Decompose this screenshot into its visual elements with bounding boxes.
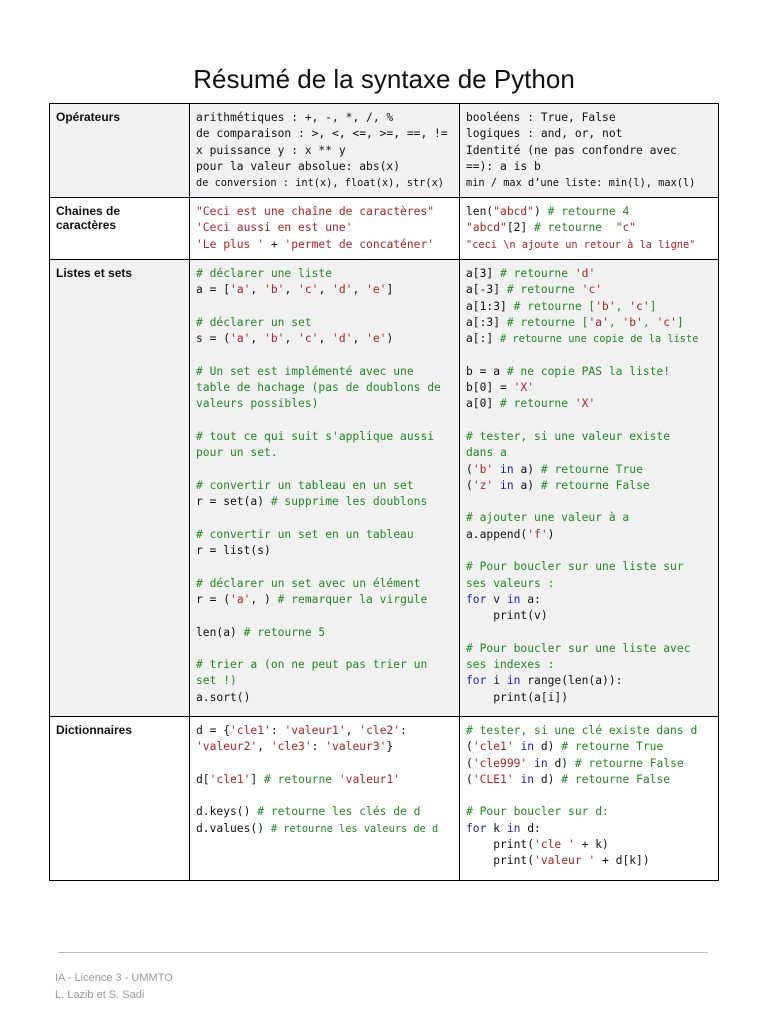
- code-line: [466, 462, 712, 478]
- code-line: [196, 543, 453, 559]
- code-token: :: [270, 724, 285, 737]
- code-token: len(a): [196, 625, 244, 639]
- code-token: a[3]: [466, 267, 501, 280]
- code-token: s = (: [196, 332, 231, 346]
- code-line: [196, 804, 453, 820]
- code-token: 'Ceci aussi en est une': [196, 221, 353, 235]
- code-token: r = (: [196, 592, 231, 606]
- code-line: [466, 143, 712, 159]
- code-line: [466, 576, 712, 592]
- code-token: # retourne: [506, 283, 582, 297]
- code-token: ,: [284, 283, 299, 297]
- code-token: a): [513, 478, 541, 492]
- code-line: [466, 543, 712, 559]
- code-token: de conversion : int(x), float(x), str(x): [196, 177, 444, 190]
- code-cell: [460, 104, 719, 198]
- code-token: # retourne [: [506, 315, 589, 329]
- code-token: in: [534, 756, 548, 770]
- code-line: [466, 690, 712, 706]
- code-token: # Pour boucler sur d:: [466, 805, 609, 819]
- code-token: ): [534, 205, 548, 218]
- code-token: a[:]: [466, 332, 501, 346]
- code-token: ses valeurs :: [466, 576, 555, 590]
- code-token: 'X': [513, 381, 535, 395]
- code-token: a[1:3]: [466, 299, 514, 313]
- code-line: [196, 559, 453, 575]
- code-token: # retourne: [534, 221, 616, 235]
- code-token: 'd': [332, 332, 353, 346]
- code-line: [466, 772, 712, 788]
- code-cell: [460, 198, 719, 260]
- code-token: a.append(: [466, 527, 528, 541]
- code-token: booléens : True, False: [466, 111, 616, 124]
- code-token: b = a: [466, 364, 507, 378]
- code-line: [466, 821, 712, 837]
- code-token: # Pour boucler sur une liste avec: [466, 641, 691, 655]
- code-line: [466, 673, 712, 689]
- code-token: 'valeur ': [534, 854, 596, 868]
- code-token: in: [520, 740, 535, 754]
- code-token: # déclarer un set: [196, 315, 312, 329]
- code-token: + k): [574, 838, 609, 852]
- code-token: # retourne False: [540, 478, 650, 492]
- code-token: # déclarer une liste: [196, 267, 333, 280]
- code-line: [196, 576, 453, 592]
- code-line: [196, 413, 453, 429]
- code-token: 'c': [581, 283, 603, 297]
- code-token: # retourne: [500, 397, 575, 411]
- code-line: [196, 723, 453, 739]
- code-line: [196, 641, 453, 657]
- code-token: 'cle1': [230, 724, 271, 737]
- code-token: r = set(a): [196, 495, 271, 509]
- code-token: # tout ce qui suit s'applique aussi: [196, 429, 435, 443]
- code-token: a:: [520, 592, 541, 606]
- code-token: "abcd": [466, 221, 507, 235]
- code-token: 'a': [230, 592, 251, 606]
- code-token: range(len(a)):: [520, 674, 623, 688]
- code-line: [466, 608, 712, 624]
- code-token: "ceci \n ajoute un retour à la ligne": [466, 238, 696, 251]
- row-category: Opérateurs: [50, 104, 190, 198]
- code-line: [196, 429, 453, 445]
- code-token: # trier a (on ne peut pas trier un: [196, 658, 428, 672]
- code-token: print(a[i]): [466, 690, 569, 704]
- code-token: a[:3]: [466, 315, 507, 329]
- code-line: [466, 175, 712, 191]
- code-token: 'permet de concaténer': [284, 237, 435, 251]
- code-token: 'a': [230, 332, 251, 346]
- code-line: [196, 657, 453, 673]
- code-token: 'b': [622, 315, 643, 329]
- code-token: }: [386, 740, 394, 754]
- code-line: [466, 380, 712, 396]
- code-token: set !): [196, 674, 237, 688]
- code-line: [466, 756, 712, 772]
- code-token: a[0]: [466, 397, 501, 411]
- code-token: # retourne True: [561, 740, 664, 754]
- code-token: print(: [466, 854, 535, 868]
- code-token: ,: [615, 299, 630, 313]
- code-token: d): [547, 756, 575, 770]
- code-token: ses indexes :: [466, 658, 555, 672]
- code-line: [196, 266, 453, 282]
- code-line: [466, 723, 712, 739]
- code-cell: [460, 717, 719, 881]
- footer-divider: [58, 952, 708, 953]
- code-token: 'Le plus ': [196, 237, 265, 251]
- code-token: # retourne les clés de d: [257, 805, 421, 819]
- code-token: ,: [318, 332, 333, 346]
- code-line: [196, 592, 453, 608]
- footer-authors: L. Lazib et S. Sadi: [55, 989, 145, 1001]
- code-token: # retourne False: [574, 756, 684, 770]
- code-token: 'c': [298, 332, 319, 346]
- code-token: 'e': [366, 332, 387, 346]
- code-token: # convertir un set en un tableau: [196, 527, 414, 541]
- code-token: [493, 479, 500, 492]
- code-line: [466, 804, 712, 820]
- code-token: in: [506, 821, 521, 835]
- code-token: dans a: [466, 446, 507, 460]
- code-token: 'cle999': [472, 756, 528, 770]
- code-line: [466, 126, 712, 142]
- code-token: # retourne: [500, 267, 575, 280]
- code-token: # Un set est implémenté avec une: [196, 364, 414, 378]
- code-token: ]: [250, 772, 265, 786]
- code-line: [466, 625, 712, 641]
- code-token: ,: [284, 332, 299, 346]
- code-token: i: [486, 674, 507, 688]
- code-token: ,: [352, 283, 367, 297]
- code-token: in: [506, 592, 521, 606]
- code-token: 'valeur3': [325, 740, 387, 754]
- code-line: [466, 347, 712, 363]
- code-line: [466, 266, 712, 282]
- code-token: 'c': [298, 283, 319, 297]
- code-token: 'z': [472, 478, 494, 492]
- code-token: 'valeur1': [284, 724, 346, 737]
- code-token: 'valeur2': [196, 740, 258, 754]
- code-token: ]: [386, 283, 394, 297]
- code-line: [196, 299, 453, 315]
- code-line: [466, 282, 712, 298]
- code-line: [196, 126, 453, 142]
- code-line: [466, 413, 712, 429]
- code-token: ]: [649, 299, 657, 313]
- code-line: [196, 625, 453, 641]
- code-line: [196, 478, 453, 494]
- code-token: "abcd": [493, 205, 535, 218]
- code-token: # retourne [: [513, 299, 596, 313]
- code-line: [196, 510, 453, 526]
- row-category: Chaines de caractères: [50, 198, 190, 260]
- code-token: 'X': [574, 397, 596, 411]
- code-token: x puissance y : x ** y: [196, 143, 346, 157]
- code-line: [196, 772, 453, 788]
- code-token: pour un set.: [196, 446, 278, 460]
- code-line: [196, 364, 453, 380]
- code-token: ,: [250, 332, 265, 346]
- code-token: # retourne: [264, 772, 339, 786]
- code-token: print(: [466, 838, 535, 852]
- code-line: [466, 220, 712, 236]
- code-cell: [190, 198, 460, 260]
- code-line: [466, 204, 712, 220]
- code-token: logiques : and, or, not: [466, 127, 623, 141]
- code-token: d:: [520, 821, 541, 835]
- code-token: in: [506, 674, 521, 688]
- code-line: [466, 159, 712, 175]
- code-line: [196, 527, 453, 543]
- code-token: 'b': [264, 283, 285, 297]
- code-token: a): [513, 462, 541, 476]
- code-token: ,: [257, 740, 271, 754]
- code-token: 'd': [332, 283, 353, 297]
- code-token: de comparaison : >, <, <=, >=, ==, !=: [196, 127, 448, 141]
- table-row: [50, 198, 719, 260]
- code-line: [196, 494, 453, 510]
- code-line: [196, 396, 453, 412]
- code-line: [466, 445, 712, 461]
- code-line: [196, 462, 453, 478]
- code-token: a = [: [196, 283, 231, 297]
- code-token: d.keys(): [196, 805, 258, 819]
- code-token: # déclarer un set avec un élément: [196, 576, 421, 590]
- code-token: , ): [250, 592, 278, 606]
- code-line: [196, 237, 453, 253]
- code-token: (: [466, 740, 473, 754]
- code-cell: [190, 260, 460, 717]
- code-line: [196, 347, 453, 363]
- code-token: Identité (ne pas confondre avec: [466, 143, 677, 157]
- code-line: [196, 445, 453, 461]
- code-token: # Pour boucler sur une liste sur: [466, 560, 684, 574]
- table-row: [50, 104, 719, 198]
- code-line: [466, 592, 712, 608]
- code-token: ,: [352, 332, 367, 346]
- code-line: [196, 673, 453, 689]
- code-line: [466, 657, 712, 673]
- code-line: [466, 396, 712, 412]
- footer-course: IA - Licence 3 - UMMTO: [55, 972, 173, 984]
- code-line: [196, 690, 453, 706]
- code-token: for: [466, 821, 487, 835]
- code-token: 'a': [230, 283, 251, 297]
- code-token: # retourne True: [540, 462, 643, 476]
- code-token: 'c': [629, 299, 650, 313]
- code-token: # retourne 4: [547, 205, 630, 218]
- code-token: (: [466, 756, 473, 770]
- code-token: in: [500, 462, 514, 476]
- table-row: [50, 717, 719, 881]
- code-line: [196, 204, 453, 220]
- code-token: 'cle3': [270, 740, 312, 754]
- code-token: ]: [676, 315, 684, 329]
- code-token: d[: [196, 772, 210, 786]
- code-token: 'b': [264, 332, 285, 346]
- code-token: 'cle2': [359, 724, 401, 737]
- code-token: 'f': [527, 527, 548, 541]
- code-token: # retourne False: [561, 772, 671, 786]
- code-token: for: [466, 674, 487, 688]
- code-token: pour la valeur absolue: abs(x): [196, 159, 401, 173]
- code-token: # retourne 5: [243, 625, 326, 639]
- syntax-table: [49, 103, 719, 881]
- code-token: 'valeur1': [338, 772, 401, 786]
- row-category: Listes et sets: [50, 260, 190, 717]
- code-token: # ajouter une valeur à a: [466, 511, 630, 525]
- code-token: [493, 463, 500, 476]
- code-token: ==): a is b: [466, 159, 541, 173]
- code-token: (: [466, 462, 473, 476]
- code-line: [196, 110, 453, 126]
- code-token: ,: [642, 315, 657, 329]
- code-token: :: [400, 724, 407, 737]
- code-line: [466, 478, 712, 494]
- code-line: [196, 175, 453, 191]
- code-line: [196, 788, 453, 804]
- code-token: + d[k]): [595, 854, 650, 868]
- code-token: :: [311, 740, 326, 754]
- code-token: 'c': [656, 315, 677, 329]
- code-token: # tester, si une clé existe dans d: [466, 724, 698, 737]
- code-token: k: [486, 821, 507, 835]
- code-token: print(v): [466, 609, 548, 623]
- code-cell: [460, 260, 719, 717]
- code-token: valeurs possibles): [196, 397, 319, 411]
- code-token: (: [466, 772, 473, 786]
- code-line: [196, 331, 453, 347]
- code-line: [196, 315, 453, 331]
- code-token: # remarquer la virgule: [277, 592, 428, 606]
- code-token: ): [386, 332, 394, 346]
- code-line: [466, 331, 712, 347]
- code-line: [466, 641, 712, 657]
- code-token: in: [520, 772, 535, 786]
- code-token: "Ceci est une chaîne de caractères": [196, 205, 435, 218]
- row-category: Dictionnaires: [50, 717, 190, 881]
- code-line: [466, 788, 712, 804]
- code-line: [466, 739, 712, 755]
- code-line: [196, 608, 453, 624]
- code-token: 'd': [574, 267, 596, 280]
- code-token: 'b': [595, 299, 616, 313]
- code-token: 'e': [366, 283, 387, 297]
- code-line: [466, 853, 712, 869]
- code-line: [466, 110, 712, 126]
- code-token: b[0] =: [466, 381, 514, 395]
- code-token: 'a': [588, 315, 609, 329]
- code-token: # retourne les valeurs de d: [270, 822, 439, 835]
- code-token: # supprime les doublons: [270, 495, 428, 509]
- code-line: [196, 143, 453, 159]
- code-line: [196, 220, 453, 236]
- code-token: 'cle1': [209, 772, 251, 786]
- code-line: [196, 756, 453, 772]
- code-token: +: [264, 237, 285, 251]
- code-token: 'cle ': [534, 838, 575, 852]
- code-token: 'CLE1': [472, 772, 514, 786]
- code-token: # retourne une copie de la liste: [500, 333, 699, 346]
- code-token: ,: [250, 283, 265, 297]
- code-line: [466, 527, 712, 543]
- code-token: d): [534, 772, 562, 786]
- code-token: d = {: [196, 724, 231, 737]
- code-token: 'b': [472, 462, 494, 476]
- code-token: # ne copie PAS la liste!: [506, 364, 671, 378]
- code-line: [466, 315, 712, 331]
- code-line: [466, 559, 712, 575]
- code-token: min / max d’une liste: min(l), max(l): [466, 177, 696, 190]
- code-token: arithmétiques : +, -, *, /, %: [196, 111, 394, 124]
- code-token: d): [534, 740, 562, 754]
- code-token: d.values(): [196, 821, 271, 835]
- code-token: ): [547, 527, 555, 541]
- code-token: r = list(s): [196, 544, 271, 558]
- code-line: [466, 510, 712, 526]
- code-line: [196, 821, 453, 837]
- code-token: len(: [466, 205, 494, 218]
- code-token: v: [486, 592, 507, 606]
- code-token: a[-3]: [466, 283, 507, 297]
- code-token: a.sort(): [196, 690, 251, 704]
- code-line: [466, 299, 712, 315]
- code-line: [196, 739, 453, 755]
- code-token: table de hachage (pas de doublons de: [196, 381, 441, 395]
- code-token: ,: [608, 315, 623, 329]
- code-token: ,: [318, 283, 333, 297]
- code-line: [196, 282, 453, 298]
- code-line: [466, 837, 712, 853]
- code-line: [466, 237, 712, 253]
- code-line: [196, 159, 453, 175]
- code-token: ,: [345, 724, 360, 737]
- code-token: 'cle1': [472, 740, 514, 754]
- code-cell: [190, 717, 460, 881]
- code-line: [466, 429, 712, 445]
- code-line: [466, 494, 712, 510]
- code-line: [196, 380, 453, 396]
- code-token: for: [466, 592, 487, 606]
- code-line: [466, 364, 712, 380]
- code-token: "c": [615, 221, 637, 235]
- code-token: (: [466, 478, 473, 492]
- code-token: in: [500, 478, 514, 492]
- table-row: [50, 260, 719, 717]
- code-token: # tester, si une valeur existe: [466, 429, 671, 443]
- code-token: # convertir un tableau en un set: [196, 478, 414, 492]
- page-title: Résumé de la syntaxe de Python: [193, 64, 575, 94]
- code-token: [2]: [506, 221, 535, 235]
- code-cell: [190, 104, 460, 198]
